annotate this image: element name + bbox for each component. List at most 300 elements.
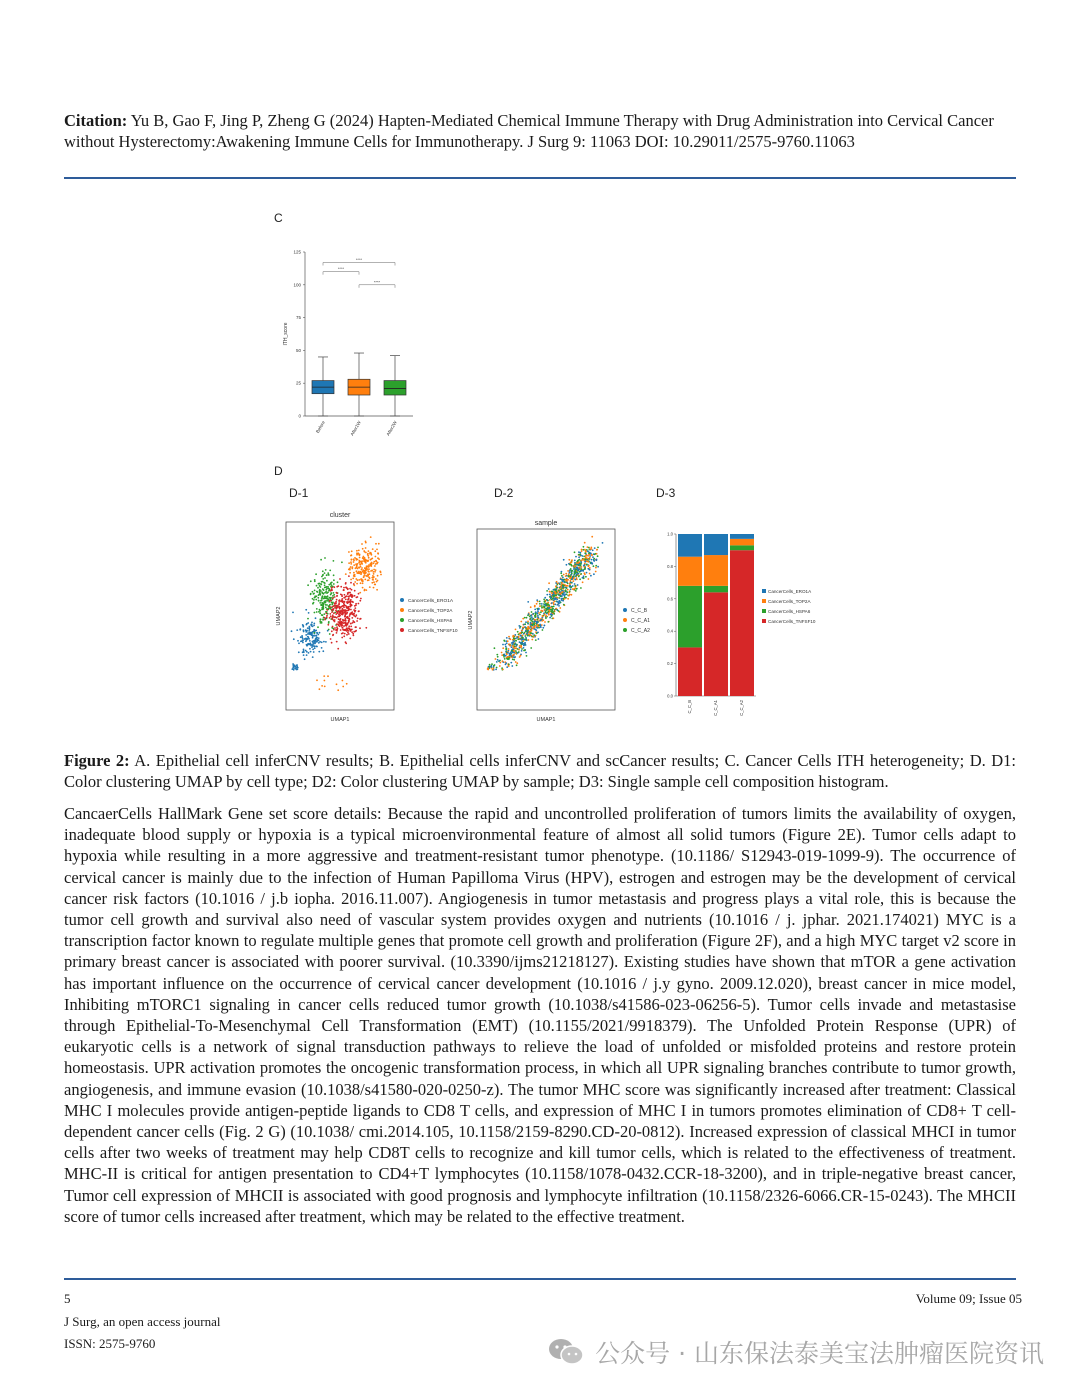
- umap-point: [584, 552, 586, 554]
- umap-point: [343, 635, 345, 637]
- umap-point: [533, 628, 535, 630]
- umap-point: [349, 601, 351, 603]
- umap-point: [318, 651, 320, 653]
- umap-point: [578, 576, 580, 578]
- umap-point: [343, 597, 345, 599]
- umap-point: [575, 571, 577, 573]
- umap-point: [306, 624, 308, 626]
- umap-point: [515, 629, 517, 631]
- umap-point: [525, 644, 527, 646]
- umap-point: [358, 603, 360, 605]
- umap-point: [584, 561, 586, 563]
- umap-point: [536, 632, 538, 634]
- umap-point: [542, 610, 544, 612]
- umap-point: [563, 579, 565, 581]
- umap-point: [574, 563, 576, 565]
- y-axis-label: ITH_score: [283, 322, 289, 346]
- umap-point: [298, 642, 300, 644]
- umap-point: [537, 626, 539, 628]
- umap-point: [517, 648, 519, 650]
- umap-point: [319, 590, 321, 592]
- umap-point: [342, 629, 344, 631]
- umap-point: [337, 689, 339, 691]
- umap-point: [354, 621, 356, 623]
- umap-point: [345, 620, 347, 622]
- umap-point: [497, 659, 499, 661]
- umap-point: [309, 640, 311, 642]
- umap-point: [368, 576, 370, 578]
- legend-label: CancerCells_HSPA6: [768, 609, 811, 614]
- umap-point: [320, 584, 322, 586]
- umap-point: [377, 553, 379, 555]
- umap-point: [366, 575, 368, 577]
- umap-point: [353, 572, 355, 574]
- umap-point: [324, 557, 326, 559]
- umap-point: [595, 565, 597, 567]
- umap-point: [585, 558, 587, 560]
- umap-point: [559, 600, 561, 602]
- umap-point: [579, 578, 581, 580]
- umap-point: [577, 560, 579, 562]
- umap-point: [560, 572, 562, 574]
- umap-point: [313, 624, 315, 626]
- umap-point: [305, 609, 307, 611]
- umap-point: [581, 549, 583, 551]
- umap-point: [495, 658, 497, 660]
- umap-point: [348, 625, 350, 627]
- umap-point: [565, 573, 567, 575]
- umap-point: [346, 630, 348, 632]
- umap-point: [562, 584, 564, 586]
- umap-point: [564, 595, 566, 597]
- umap-point: [519, 632, 521, 634]
- umap-point: [528, 631, 530, 633]
- umap-point: [328, 607, 330, 609]
- umap-point: [322, 570, 324, 572]
- umap-point: [322, 596, 324, 598]
- umap-point: [530, 606, 532, 608]
- umap-point: [530, 614, 532, 616]
- umap-point: [316, 639, 318, 641]
- umap-point: [359, 627, 361, 629]
- umap-point: [539, 601, 541, 603]
- umap-point: [591, 562, 593, 564]
- umap-point: [337, 648, 339, 650]
- umap-point: [345, 612, 347, 614]
- umap-point: [373, 561, 375, 563]
- umap-point: [336, 586, 338, 588]
- umap-point: [550, 613, 552, 615]
- umap-point: [529, 634, 531, 636]
- umap-point: [321, 614, 323, 616]
- umap-point: [372, 548, 374, 550]
- umap2-ylabel: UMAP2: [468, 610, 474, 630]
- umap1-xlabel: UMAP1: [330, 717, 350, 723]
- umap-point: [358, 610, 360, 612]
- umap-point: [380, 571, 382, 573]
- umap-point: [333, 586, 335, 588]
- umap-point: [501, 652, 503, 654]
- umap-point: [356, 583, 358, 585]
- umap-point: [589, 555, 591, 557]
- umap-point: [575, 590, 577, 592]
- umap-point: [326, 574, 328, 576]
- umap-point: [329, 606, 331, 608]
- umap-point: [331, 589, 333, 591]
- umap-point: [561, 575, 563, 577]
- umap-point: [347, 627, 349, 629]
- y-tick-label: 0.8: [667, 563, 673, 569]
- y-tick-label: 25: [295, 380, 301, 386]
- umap-point: [362, 582, 364, 584]
- umap-point: [302, 642, 304, 644]
- umap2-legend-item: C_C_A1: [631, 618, 650, 624]
- umap-point: [298, 651, 300, 653]
- umap-point: [313, 599, 315, 601]
- umap-point: [293, 638, 295, 640]
- umap-point: [553, 595, 555, 597]
- umap-point: [499, 662, 501, 664]
- umap-point: [325, 600, 327, 602]
- umap-point: [359, 600, 361, 602]
- umap-point: [576, 588, 578, 590]
- umap-point: [321, 647, 323, 649]
- umap-point: [354, 581, 356, 583]
- significance-bracket: [323, 272, 359, 275]
- umap-point: [489, 664, 491, 666]
- umap-point: [350, 626, 352, 628]
- umap-point: [309, 648, 311, 650]
- umap-point: [584, 563, 586, 565]
- umap-point: [518, 634, 520, 636]
- umap-point: [537, 612, 539, 614]
- umap-point: [535, 611, 537, 613]
- umap-point: [541, 607, 543, 609]
- umap-point: [367, 560, 369, 562]
- umap-point: [356, 620, 358, 622]
- umap-point: [577, 584, 579, 586]
- umap-point: [308, 627, 310, 629]
- umap-point: [317, 626, 319, 628]
- umap-point: [576, 579, 578, 581]
- umap-point: [328, 584, 330, 586]
- umap-point: [548, 582, 550, 584]
- umap-point: [524, 649, 526, 651]
- umap-point: [549, 591, 551, 593]
- umap2-legend-item: C_C_B: [631, 608, 648, 614]
- umap-point: [350, 594, 352, 596]
- umap-point: [361, 567, 363, 569]
- umap-point: [549, 617, 551, 619]
- umap-point: [371, 554, 373, 556]
- umap-point: [534, 615, 536, 617]
- umap-point: [576, 575, 578, 577]
- umap-point: [368, 557, 370, 559]
- umap-point: [362, 579, 364, 581]
- umap-point: [516, 664, 518, 666]
- umap-point: [306, 651, 308, 653]
- umap-point: [324, 617, 326, 619]
- umap-point: [571, 594, 573, 596]
- umap-point: [339, 619, 341, 621]
- umap-point: [355, 558, 357, 560]
- umap-point: [558, 605, 560, 607]
- page-number: 5: [64, 1291, 71, 1306]
- umap-point: [569, 585, 571, 587]
- umap-point: [351, 596, 353, 598]
- umap-point: [360, 618, 362, 620]
- umap-point: [532, 613, 534, 615]
- umap-point: [314, 647, 316, 649]
- umap-point: [570, 580, 572, 582]
- umap-point: [351, 617, 353, 619]
- umap-point: [350, 579, 352, 581]
- umap-point: [315, 645, 317, 647]
- umap-point: [356, 570, 358, 572]
- umap-point: [527, 601, 529, 603]
- umap-point: [365, 560, 367, 562]
- umap-point: [371, 562, 373, 564]
- umap-point: [545, 612, 547, 614]
- umap-point: [328, 574, 330, 576]
- umap-point: [569, 578, 571, 580]
- umap-point: [585, 555, 587, 557]
- umap-point: [345, 573, 347, 575]
- umap-point: [503, 656, 505, 658]
- umap-point: [354, 607, 356, 609]
- umap-point: [562, 581, 564, 583]
- umap-point: [578, 563, 580, 565]
- umap-point: [337, 623, 339, 625]
- umap-point: [312, 637, 314, 639]
- umap-point: [556, 581, 558, 583]
- umap-point: [312, 626, 314, 628]
- footer-divider: [64, 1278, 1016, 1280]
- umap-point: [553, 606, 555, 608]
- umap-point: [370, 559, 372, 561]
- umap-point: [333, 629, 335, 631]
- umap-point: [558, 589, 560, 591]
- umap-point: [591, 536, 593, 538]
- umap-point: [341, 611, 343, 613]
- umap-point: [532, 628, 534, 630]
- umap-point: [319, 632, 321, 634]
- umap-point: [565, 590, 567, 592]
- x-tick-label: C_C_A2: [739, 700, 744, 716]
- umap-point: [331, 642, 333, 644]
- umap-point: [312, 591, 314, 593]
- umap-point: [330, 582, 332, 584]
- umap-point: [365, 552, 367, 554]
- umap-point: [559, 594, 561, 596]
- umap-point: [562, 577, 564, 579]
- umap-point: [355, 578, 357, 580]
- umap-point: [355, 614, 357, 616]
- umap-point: [517, 631, 519, 633]
- umap-point: [348, 617, 350, 619]
- umap-point: [378, 543, 380, 545]
- umap-point: [572, 580, 574, 582]
- umap-point: [336, 626, 338, 628]
- umap-point: [520, 621, 522, 623]
- umap-point: [556, 587, 558, 589]
- umap-point: [361, 569, 363, 571]
- umap-point: [325, 607, 327, 609]
- umap-point: [332, 634, 334, 636]
- umap-point: [566, 580, 568, 582]
- umap-point: [318, 594, 320, 596]
- umap-point: [347, 602, 349, 604]
- umap-point: [336, 641, 338, 643]
- umap-point: [333, 579, 335, 581]
- umap-point: [332, 606, 334, 608]
- significance-label: ****: [337, 266, 345, 272]
- umap-point: [322, 581, 324, 583]
- umap-point: [358, 550, 360, 552]
- umap-point: [569, 564, 571, 566]
- umap-point: [553, 611, 555, 613]
- umap-point: [539, 605, 541, 607]
- umap-point: [536, 603, 538, 605]
- umap-point: [497, 656, 499, 658]
- umap-point: [558, 597, 560, 599]
- umap-point: [302, 638, 304, 640]
- umap-point: [339, 622, 341, 624]
- stack-segment: [704, 592, 728, 696]
- umap-point: [507, 640, 509, 642]
- umap-point: [341, 633, 343, 635]
- umap-point: [352, 622, 354, 624]
- umap-point: [525, 637, 527, 639]
- umap-point: [513, 638, 515, 640]
- y-tick-label: 0: [298, 413, 301, 419]
- panel-d3-label: D-3: [656, 486, 676, 500]
- umap-point: [343, 604, 345, 606]
- umap-point: [333, 560, 335, 562]
- umap-point: [356, 550, 358, 552]
- umap-point: [586, 572, 588, 574]
- umap-point: [324, 584, 326, 586]
- umap-point: [372, 571, 374, 573]
- x-tick-label: Before: [314, 420, 326, 434]
- umap-point: [330, 638, 332, 640]
- umap-point: [292, 612, 294, 614]
- umap-point: [368, 566, 370, 568]
- umap-point: [563, 574, 565, 576]
- umap-point: [319, 592, 321, 594]
- umap-point: [580, 563, 582, 565]
- umap-point: [561, 592, 563, 594]
- umap1-title: cluster: [329, 512, 351, 519]
- umap-point: [573, 575, 575, 577]
- umap-point: [588, 552, 590, 554]
- umap-point: [574, 583, 576, 585]
- umap-point: [324, 686, 326, 688]
- umap-point: [320, 586, 322, 588]
- umap-point: [350, 623, 352, 625]
- umap-point: [537, 611, 539, 613]
- umap-point: [549, 599, 551, 601]
- umap-point: [327, 572, 329, 574]
- wechat-icon: [547, 1337, 585, 1367]
- umap-point: [582, 549, 584, 551]
- umap-point: [359, 561, 361, 563]
- umap-point: [350, 599, 352, 601]
- umap-point: [377, 557, 379, 559]
- umap-point: [348, 598, 350, 600]
- umap-point: [513, 650, 515, 652]
- umap-point: [333, 583, 335, 585]
- umap-point: [316, 635, 318, 637]
- umap-point: [504, 654, 506, 656]
- umap-point: [365, 627, 367, 629]
- umap-point: [316, 679, 318, 681]
- umap-point: [351, 550, 353, 552]
- umap-point: [329, 617, 331, 619]
- umap-point: [337, 581, 339, 583]
- umap-point: [533, 636, 535, 638]
- umap-point: [326, 617, 328, 619]
- umap-point: [360, 573, 362, 575]
- umap-point: [542, 615, 544, 617]
- umap-point: [590, 575, 592, 577]
- umap-point: [578, 573, 580, 575]
- umap-point: [526, 639, 528, 641]
- umap-point: [337, 621, 339, 623]
- legend-swatch: [762, 609, 766, 613]
- umap-point: [300, 641, 302, 643]
- umap-point: [336, 599, 338, 601]
- umap-point: [376, 549, 378, 551]
- umap-point: [577, 562, 579, 564]
- umap-point: [582, 581, 584, 583]
- umap-point: [323, 675, 325, 677]
- umap-point: [366, 565, 368, 567]
- umap-point: [348, 622, 350, 624]
- umap-point: [349, 605, 351, 607]
- umap-point: [323, 641, 325, 643]
- stack-segment: [704, 555, 728, 586]
- umap-point: [354, 590, 356, 592]
- umap-point: [355, 626, 357, 628]
- umap-point: [542, 627, 544, 629]
- umap-point: [317, 597, 319, 599]
- umap-point: [380, 574, 382, 576]
- umap-point: [522, 627, 524, 629]
- umap-point: [524, 635, 526, 637]
- umap-point: [307, 638, 309, 640]
- umap-point: [322, 578, 324, 580]
- umap-point: [342, 608, 344, 610]
- stack-segment: [678, 647, 702, 696]
- umap-point: [532, 620, 534, 622]
- watermark-text: 公众号 · 山东保法泰美宝法肿瘤医院资讯: [595, 1339, 1044, 1368]
- umap-point: [327, 591, 329, 593]
- umap-point: [509, 656, 511, 658]
- umap-point: [307, 632, 309, 634]
- umap-point: [584, 566, 586, 568]
- umap-point: [568, 575, 570, 577]
- umap-point: [319, 620, 321, 622]
- umap-point: [352, 601, 354, 603]
- umap-point: [312, 648, 314, 650]
- umap-point: [315, 599, 317, 601]
- umap-point: [320, 600, 322, 602]
- umap-point: [487, 667, 489, 669]
- umap-point: [504, 640, 506, 642]
- umap-point: [358, 579, 360, 581]
- umap-point: [344, 615, 346, 617]
